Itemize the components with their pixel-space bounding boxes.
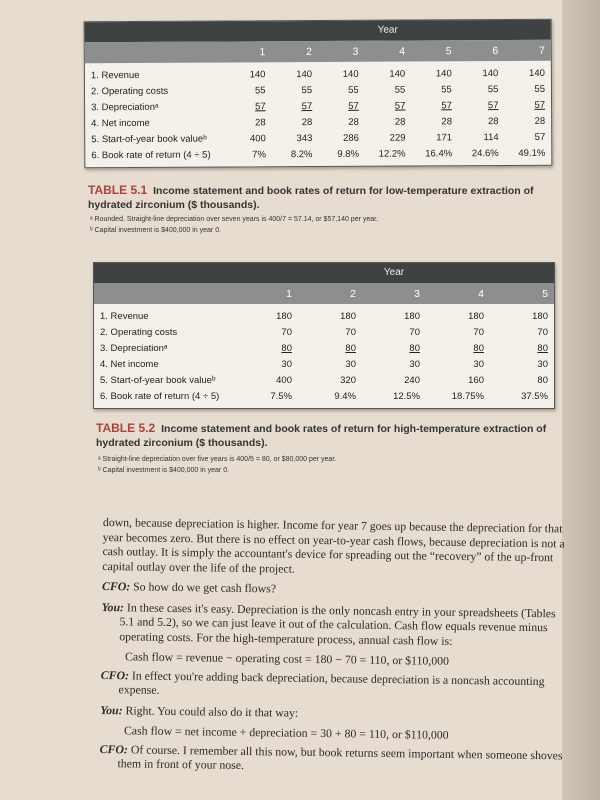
cell: 160	[468, 374, 484, 386]
year-col-header: 3	[414, 287, 420, 300]
cell: 57	[348, 100, 359, 112]
cell: 180	[468, 310, 484, 322]
dialogue-cfo	[99, 741, 569, 777]
cell: 320	[340, 374, 356, 386]
year-columns	[85, 40, 551, 63]
cell: 57	[255, 100, 266, 112]
table-row	[85, 145, 551, 163]
cell: 28	[534, 115, 546, 127]
body-text	[99, 515, 573, 783]
row-label: 4. Net income	[91, 117, 150, 129]
dialogue-text: Of course. I remember all this now, but book returns seem important when someone shoves them in front of your nose.	[117, 741, 563, 772]
cell: 37.5%	[521, 390, 548, 402]
year-col-header: 4	[399, 45, 406, 58]
cell: 57	[487, 99, 499, 111]
row-label: 5. Start-of-year book valueᵇ	[91, 133, 207, 145]
row-label: 2. Operating costs	[100, 326, 178, 338]
dialogue-cfo	[100, 667, 570, 703]
cell: 140	[435, 67, 452, 79]
table-5-1	[84, 19, 553, 168]
footnote-b: ᵇ Capital investment is $400,000 in year 0.	[98, 467, 230, 474]
speaker: You:	[101, 599, 125, 614]
cell: 28	[441, 115, 453, 127]
cell: 8.2%	[290, 148, 313, 160]
year-col-header: 7	[538, 44, 545, 57]
cell: 30	[409, 358, 420, 370]
cell: 70	[345, 326, 356, 338]
cell: 28	[394, 116, 406, 128]
caption-text: Income statement and book rates of return for high-temperature extraction of hydrated zirconium ($ thousands).	[96, 423, 547, 449]
row-label: 1. Revenue	[100, 310, 149, 322]
cell: 28	[348, 116, 359, 128]
year-col-header: 4	[478, 287, 484, 300]
cell: 7.5%	[270, 390, 292, 402]
cell: 140	[249, 68, 266, 80]
cell: 49.1%	[518, 147, 546, 159]
year-col-header: 5	[445, 44, 452, 57]
cell: 400	[249, 132, 266, 144]
row-label: 3. Depreciationᵃ	[91, 101, 159, 113]
dialogue-you	[101, 599, 572, 649]
cell: 16.4%	[425, 147, 453, 159]
cell: 80	[473, 342, 484, 354]
cell: 57	[534, 131, 546, 143]
cell: 55	[487, 83, 499, 95]
row-label: 4. Net income	[100, 358, 159, 370]
year-col-header: 2	[350, 287, 356, 300]
cell: 80	[537, 374, 548, 386]
cell: 30	[537, 358, 548, 370]
year-col-header: 6	[492, 44, 499, 57]
caption-number: TABLE 5.1	[88, 183, 148, 197]
year-col-header: 1	[259, 45, 266, 58]
cell: 18.75%	[451, 390, 484, 402]
table-row	[94, 372, 554, 388]
cell: 240	[404, 374, 420, 386]
cell: 57	[534, 99, 546, 111]
cell: 55	[534, 83, 546, 95]
year-col-header: 2	[306, 45, 312, 58]
cell: 80	[409, 342, 420, 354]
cell: 180	[532, 310, 548, 322]
year-col-header: 1	[286, 287, 292, 300]
row-label: 1. Revenue	[90, 69, 140, 81]
header-spacer	[85, 52, 225, 53]
cell: 80	[537, 342, 548, 354]
speaker: You:	[100, 702, 123, 717]
table-5-2	[93, 262, 555, 409]
cell: 229	[389, 132, 406, 144]
row-label: 6. Book rate of return (4 ÷ 5)	[91, 149, 211, 161]
footnote-a: ᵃ Rounded. Straight-line depreciation over seven years is 400/7 = 57.14, or $57,140 per year.	[90, 216, 379, 223]
dialogue-text: In these cases it's easy. Depreciation is the only noncash entry in your spreadsheets (Tables 5.1 and 5.2), so we can just leave it out of the calculation. Cash flow equals revenue minus operating costs. For the high-temperature process, annual cash flow is:	[119, 599, 556, 648]
cell: 24.6%	[471, 147, 499, 159]
cell: 140	[482, 67, 499, 79]
table-row	[94, 388, 554, 404]
year-columns	[94, 283, 554, 304]
cell: 57	[301, 100, 313, 112]
footnote-a: ᵃ Straight-line depreciation over five years is 400/5 = 80, or $80,000 per year.	[98, 456, 337, 463]
dialogue-text: In effect you're adding back depreciation, because depreciation is a noncash accounting expense.	[118, 667, 545, 697]
cell: 55	[394, 84, 406, 96]
cell: 55	[254, 84, 266, 96]
cell: 9.4%	[334, 390, 356, 402]
table-row	[94, 340, 554, 356]
caption-number: TABLE 5.2	[96, 421, 156, 435]
year-col-header: 5	[542, 287, 548, 300]
cell: 114	[483, 131, 499, 143]
table-5-2-caption	[96, 421, 556, 450]
speaker: CFO:	[101, 578, 131, 594]
cell: 140	[389, 68, 406, 80]
row-label: 6. Book rate of return (4 ÷ 5)	[100, 390, 220, 402]
cell: 55	[348, 84, 359, 96]
cell: 70	[281, 326, 292, 338]
cell: 400	[276, 374, 292, 386]
equation: Cash flow = revenue − operating cost = 180 − 70 = 110, or $110,000	[124, 649, 450, 668]
cell: 9.8%	[337, 148, 360, 160]
cell: 57	[394, 100, 406, 112]
speaker: CFO:	[99, 741, 129, 756]
cell: 55	[301, 84, 313, 96]
speaker: CFO:	[100, 667, 130, 682]
cell: 28	[301, 116, 313, 128]
cell: 171	[436, 131, 453, 143]
cell: 12.2%	[378, 148, 406, 160]
equation: Cash flow = net income + depreciation = 30 + 80 = 110, or $110,000	[123, 723, 449, 742]
table-row	[94, 356, 554, 372]
paragraph: down, because depreciation is higher. Income for year 7 goes up because the depreciation for that year becomes zero. But there is no effect on year-to-year cash flows, because depreciation is not a cash outlay. It is simply the accountant's device for spreading out the “recovery” of the up-front capital outlay over the life of the project.	[102, 515, 565, 576]
cell: 57	[441, 99, 452, 111]
footnote-b: ᵇ Capital investment is $400,000 in year 0.	[90, 227, 222, 234]
cell: 140	[296, 68, 313, 80]
cell: 30	[473, 358, 484, 370]
cell: 12.5%	[393, 390, 420, 402]
cell: 55	[441, 83, 452, 95]
table-row	[94, 308, 554, 324]
cell: 80	[345, 342, 356, 354]
cell: 70	[409, 326, 420, 338]
table-row	[94, 324, 554, 340]
cell: 180	[340, 310, 356, 322]
row-label: 2. Operating costs	[90, 85, 169, 97]
dialogue-cfo	[102, 579, 572, 600]
year-col-header: 3	[352, 45, 359, 58]
cell: 70	[473, 326, 484, 338]
table-body	[85, 61, 552, 167]
cell: 30	[281, 358, 292, 370]
table-body	[94, 304, 554, 408]
cell: 80	[281, 342, 292, 354]
cell: 28	[255, 116, 266, 128]
year-header: Year	[85, 20, 551, 42]
dialogue-text: Right. You could also do it that way:	[125, 702, 299, 720]
dialogue-text: So how do we get cash flows?	[133, 579, 277, 596]
cell: 180	[404, 310, 420, 322]
cell: 70	[537, 326, 548, 338]
cell: 7%	[252, 148, 266, 160]
cell: 140	[342, 68, 359, 80]
cell: 180	[276, 310, 292, 322]
dialogue-you	[100, 702, 570, 723]
table-5-1-caption	[88, 183, 558, 212]
caption-text: Income statement and book rates of return for low-temperature extraction of hydrated zirconium ($ thousands).	[88, 185, 534, 211]
cell: 286	[343, 132, 359, 144]
row-label: 5. Start-of-year book valueᵇ	[100, 374, 216, 386]
year-header: Year	[94, 263, 554, 283]
cell: 343	[296, 132, 313, 144]
row-label: 3. Depreciationᵃ	[100, 342, 168, 354]
cell: 140	[529, 67, 545, 79]
cell: 28	[487, 115, 499, 127]
cell: 30	[345, 358, 356, 370]
